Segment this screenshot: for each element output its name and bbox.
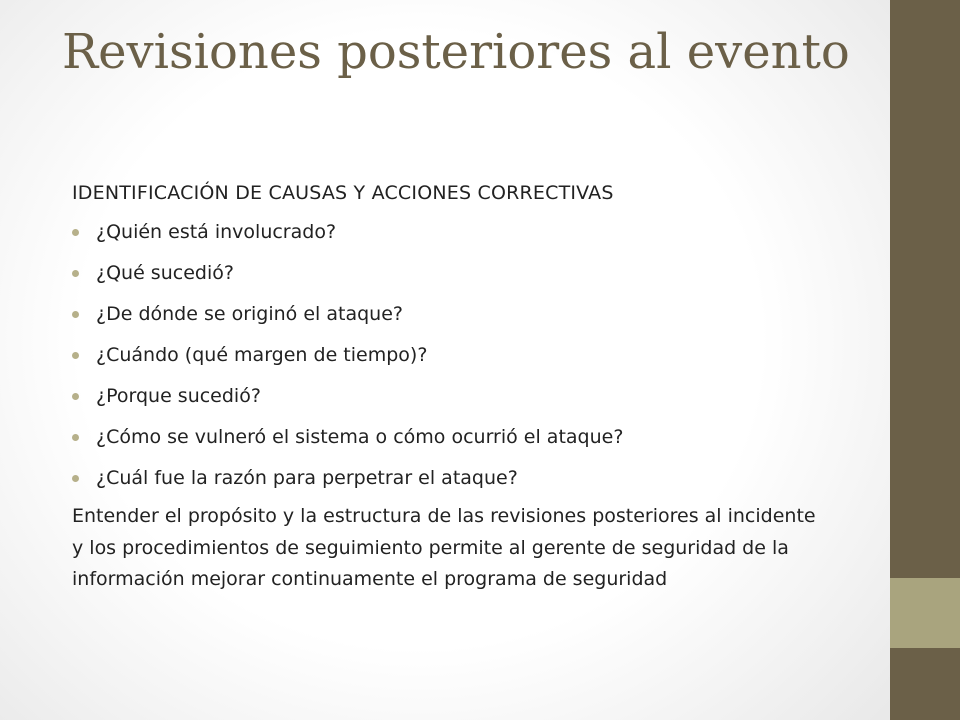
bullet-item [72, 340, 862, 370]
bullet-item [72, 258, 862, 288]
bullet-text: ¿De dónde se originó el ataque? [96, 303, 403, 325]
bullet-text: ¿Qué sucedió? [96, 262, 234, 284]
bullet-item [72, 381, 862, 411]
slide-subtitle: IDENTIFICACIÓN DE CAUSAS Y ACCIONES CORRECTIVAS [72, 182, 614, 204]
bullet-text: ¿Porque sucedió? [96, 385, 261, 407]
bullet-item [72, 422, 862, 452]
bullet-dot-icon [72, 270, 79, 277]
bullet-dot-icon [72, 352, 79, 359]
bullet-item [72, 463, 862, 493]
bullet-list [72, 217, 862, 493]
bullet-dot-icon [72, 475, 79, 482]
slide-title: Revisiones posteriores al evento [62, 24, 850, 80]
bullet-text: ¿Cuál fue la razón para perpetrar el ataque? [96, 467, 518, 489]
bullet-item [72, 299, 862, 329]
bullet-text: ¿Cuándo (qué margen de tiempo)? [96, 344, 428, 366]
summary-paragraph: Entender el propósito y la estructura de las revisiones posteriores al incidente y los procedimientos de seguimiento permite al gerente de seguridad de la información mejorar continuamente el programa de seguridad [72, 505, 816, 590]
bullet-dot-icon [72, 393, 79, 400]
side-accent-block [890, 578, 960, 648]
bullet-dot-icon [72, 311, 79, 318]
bullet-item [72, 217, 862, 247]
bullet-dot-icon [72, 434, 79, 441]
bullet-dot-icon [72, 229, 79, 236]
bullet-text: ¿Quién está involucrado? [96, 221, 337, 243]
bullet-text: ¿Cómo se vulneró el sistema o cómo ocurrió el ataque? [96, 426, 624, 448]
slide-content [72, 178, 862, 596]
